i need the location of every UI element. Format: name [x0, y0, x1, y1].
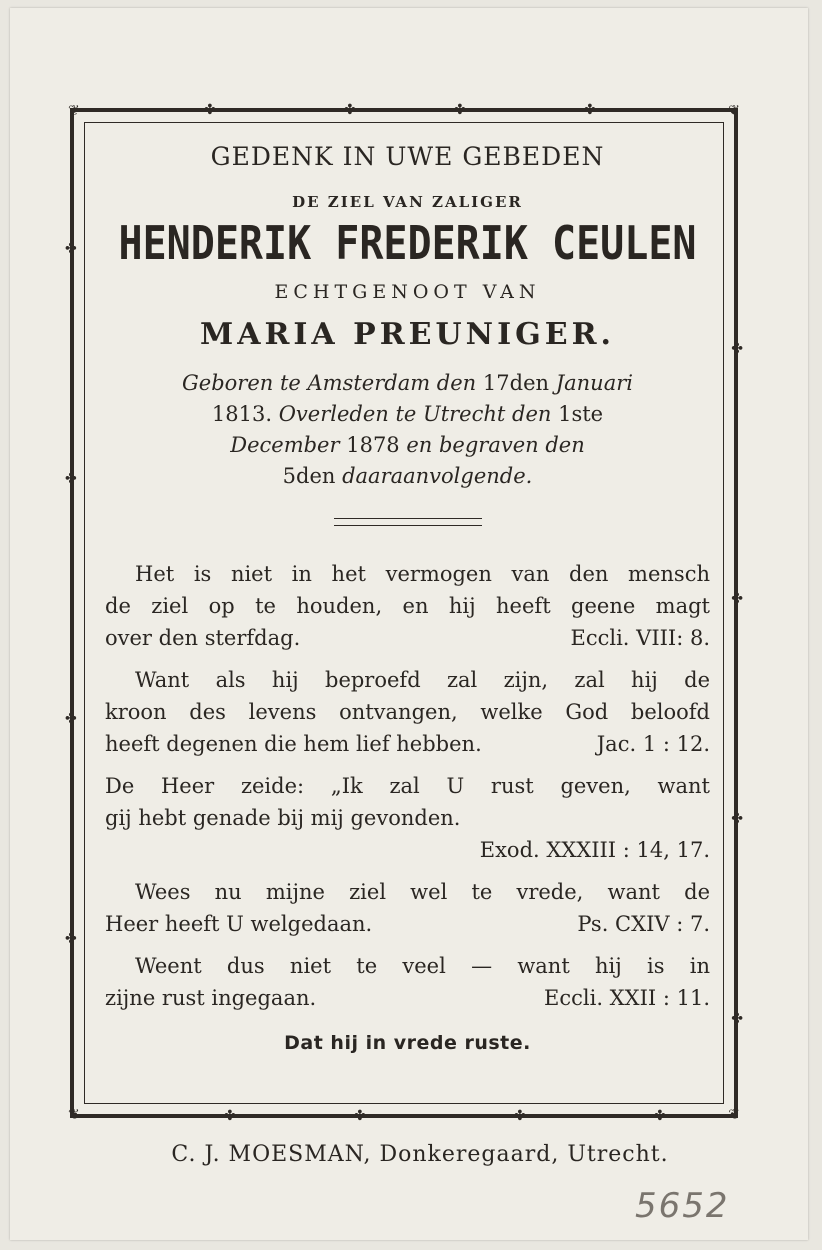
- bio-text: en begraven den: [406, 433, 585, 457]
- verse-reference: Ps. CXIV : 7.: [577, 912, 710, 936]
- verse-line: De Heer zeide: „Ik zal U rust geven, want: [105, 774, 710, 798]
- bio-line: [105, 399, 710, 430]
- border-ornament-icon: ✤: [584, 102, 596, 118]
- bio-text: Geboren te Amsterdam den: [182, 371, 477, 395]
- bio-date: 1813.: [211, 402, 273, 426]
- spouse-intro: ECHTGENOOT VAN: [274, 281, 541, 303]
- border-ornament-icon: ✤: [344, 102, 356, 118]
- verse-reference: Jac. 1 : 12.: [596, 732, 710, 756]
- bio-text: Januari: [555, 371, 633, 395]
- corner-ornament-icon: ❦: [728, 1107, 740, 1123]
- border-ornament-icon: ✤: [731, 341, 743, 357]
- corner-ornament-icon: ❦: [68, 103, 80, 119]
- biography: [105, 368, 710, 492]
- verse-line: heeft degenen die hem lief hebben.: [105, 732, 482, 756]
- border-ornament-icon: ✤: [454, 102, 466, 118]
- bio-date: 17den: [482, 371, 550, 395]
- border-ornament-icon: ✤: [354, 1108, 366, 1124]
- verse: [105, 664, 710, 760]
- border-ornament-icon: ✤: [654, 1108, 666, 1124]
- card-content: [105, 138, 710, 1054]
- border-ornament-icon: ✤: [514, 1108, 526, 1124]
- verse-reference: Eccli. XXII : 11.: [544, 986, 710, 1010]
- verse-line: gij hebt genade bij mij gevonden.: [105, 806, 461, 830]
- verse-line: Weent dus niet te veel — want hij is in: [135, 954, 710, 978]
- border-ornament-icon: ✤: [731, 811, 743, 827]
- verse-line: zijne rust ingegaan.: [105, 986, 317, 1010]
- verse-line: kroon des levens ontvangen, welke God beloofd: [105, 700, 710, 724]
- bio-text: daaraanvolgende.: [342, 464, 533, 488]
- bio-line: [105, 461, 710, 492]
- bio-text: December: [230, 433, 340, 457]
- spouse-name: MARIA PREUNIGER.: [199, 317, 615, 352]
- scripture-verses: [105, 558, 710, 1014]
- verse: [105, 558, 710, 654]
- deceased-name: HENDERIK FREDERIK CEULEN: [118, 217, 697, 271]
- verse-line: Heer heeft U welgedaan.: [105, 912, 373, 936]
- border-ornament-icon: ✤: [731, 1011, 743, 1027]
- border-ornament-icon: ✤: [65, 931, 77, 947]
- border-ornament-icon: ✤: [224, 1108, 236, 1124]
- verse: [105, 950, 710, 1014]
- verse-reference: Exod. XXXIII : 14, 17.: [479, 838, 710, 862]
- verse-last-line: [105, 908, 710, 940]
- bio-date: 1ste: [558, 402, 604, 426]
- border-ornament-icon: ✤: [204, 102, 216, 118]
- verse-line: de ziel op te houden, en hij heeft geene magt: [105, 594, 710, 618]
- closing-prayer: Dat hij in vrede ruste.: [284, 1032, 531, 1054]
- border-ornament-icon: ✤: [65, 471, 77, 487]
- verse-line: Het is niet in het vermogen van den mensch: [135, 562, 710, 586]
- printer-imprint: C. J. MOESMAN, Donkeregaard, Utrecht.: [171, 1142, 669, 1167]
- bio-date: 1878: [346, 433, 400, 457]
- heading-prayer: GEDENK IN UWE GEBEDEN: [210, 142, 605, 171]
- verse-last-line: [105, 982, 710, 1014]
- inventory-number: 5652: [635, 1186, 730, 1226]
- border-ornament-icon: ✤: [65, 711, 77, 727]
- bio-text: Overleden te Utrecht den: [278, 402, 552, 426]
- border-ornament-icon: ✤: [731, 591, 743, 607]
- border-ornament-icon: ✤: [65, 241, 77, 257]
- corner-ornament-icon: ❦: [68, 1107, 80, 1123]
- verse-line: over den sterfdag.: [105, 626, 301, 650]
- verse: [105, 770, 710, 866]
- verse: [105, 876, 710, 940]
- divider-rule: [334, 518, 482, 526]
- bio-date: 5den: [282, 464, 336, 488]
- verse-last-line: [105, 622, 710, 654]
- verse-last-line: [105, 728, 710, 760]
- bio-line: [105, 368, 710, 399]
- verse-line: Want als hij beproefd zal zijn, zal hij de: [135, 668, 710, 692]
- bio-line: [105, 430, 710, 461]
- verse-reference: Eccli. VIII: 8.: [570, 626, 710, 650]
- memorial-card: [10, 8, 808, 1240]
- corner-ornament-icon: ❦: [728, 103, 740, 119]
- verse-line: Wees nu mijne ziel wel te vrede, want de: [135, 880, 710, 904]
- heading-soul: DE ZIEL VAN ZALIGER: [292, 193, 523, 211]
